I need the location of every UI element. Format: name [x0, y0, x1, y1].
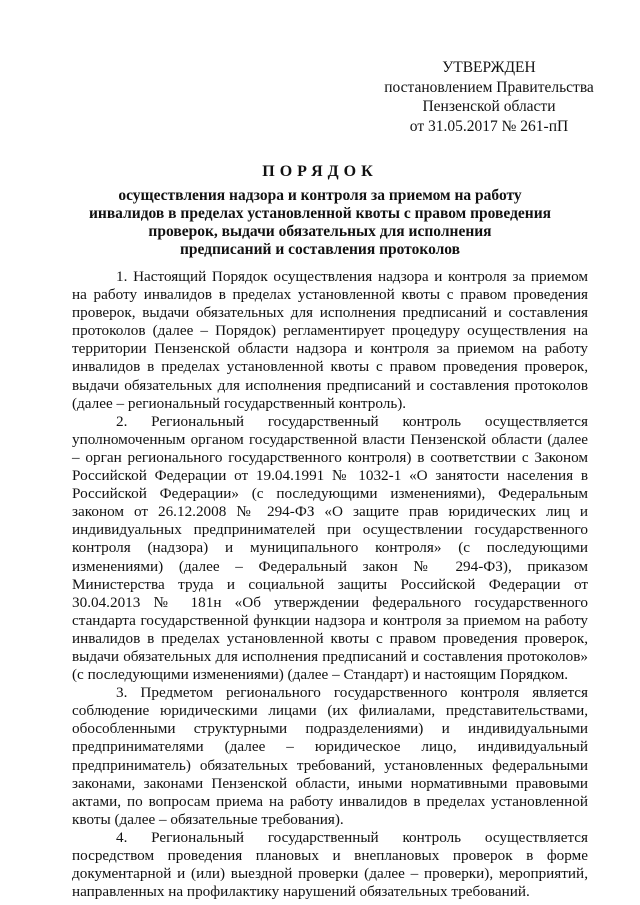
- title-heading: ПОРЯДОК: [262, 163, 378, 180]
- title-subline: осуществления надзора и контроля за приемом на работу: [118, 187, 522, 204]
- paragraph-4: 4. Региональный государственный контроль осуществляется посредством проведения плановых и внеплановых проверок в форме документарной и (или) выездной проверки (далее – проверки), мероприятий, направленных на профилактику нарушений обязательных требований.: [72, 828, 588, 901]
- paragraph-2: 2. Региональный государственный контроль осуществляется уполномоченным органом государственной власти Пензенской области (далее – орган регионального государственного контроля) в соответствии с Законом Российской Федерации от 19.04.1991 № 1032-1 «О занятости населения в Российской Федерации» (с последующими изменениями), Федеральным законом от 26.12.2008 № 294-ФЗ «О защите прав юридических лиц и индивидуальных предпринимателей при осуществлении государственного контроля (надзора) и муниципального контроля» (с последующими изменениями) (далее – Федеральный закон № 294-ФЗ), приказом Министерства труда и социальной защиты Российской Федерации от 30.04.2013 № 181н «Об утверждении федерального государственного стандарта государственной функции надзора и контроля за приемом на работу инвалидов в пределах установленной квоты с правом проведения проверок, выдачи обязательных для исполнения предписаний и составления протоколов» (с последующими изменениями) (далее – Стандарт) и настоящим Порядком.: [72, 412, 588, 684]
- approval-line: постановлением Правительства: [384, 78, 594, 96]
- document-body: [72, 268, 588, 901]
- paragraph-3: 3. Предметом регионального государственного контроля является соблюдение юридическими лицами (их филиалами, представительствами, обособленными структурными подразделениями) и индивидуальными предпринимателями (далее – юридическое лицо, индивидуальный предприниматель) обязательных требований, установленных федеральными законами, законами Пензенской области, иными нормативными правовыми актами, по вопросам приема на работу инвалидов в пределах установленной квоты (далее – обязательные требования).: [72, 684, 588, 828]
- title-subline: предписаний и составления протоколов: [179, 241, 461, 258]
- paragraph-1: 1. Настоящий Порядок осуществления надзора и контроля за приемом на работу инвалидов в пределах установленной квоты с правом проведения проверок, выдачи обязательных для исполнения предписаний и составления протоколов (далее – Порядок) регламентирует процедуру осуществления на территории Пензенской области надзора и контроля за приемом на работу инвалидов в пределах установленной квоты с правом проведения проверок, выдачи обязательных для исполнения предписаний и составления протоколов (далее – региональный государственный контроль).: [72, 268, 588, 412]
- approval-line: от 31.05.2017 № 261-пП: [409, 117, 569, 135]
- approval-line: УТВЕРЖДЕН: [442, 59, 536, 76]
- title-subline: проверок, выдачи обязательных для исполнения: [148, 223, 492, 240]
- approval-block: [378, 58, 600, 136]
- approval-line: Пензенской области: [422, 98, 556, 115]
- document-title: [80, 161, 560, 259]
- title-subline: инвалидов в пределах установленной квоты с правом проведения: [88, 205, 552, 222]
